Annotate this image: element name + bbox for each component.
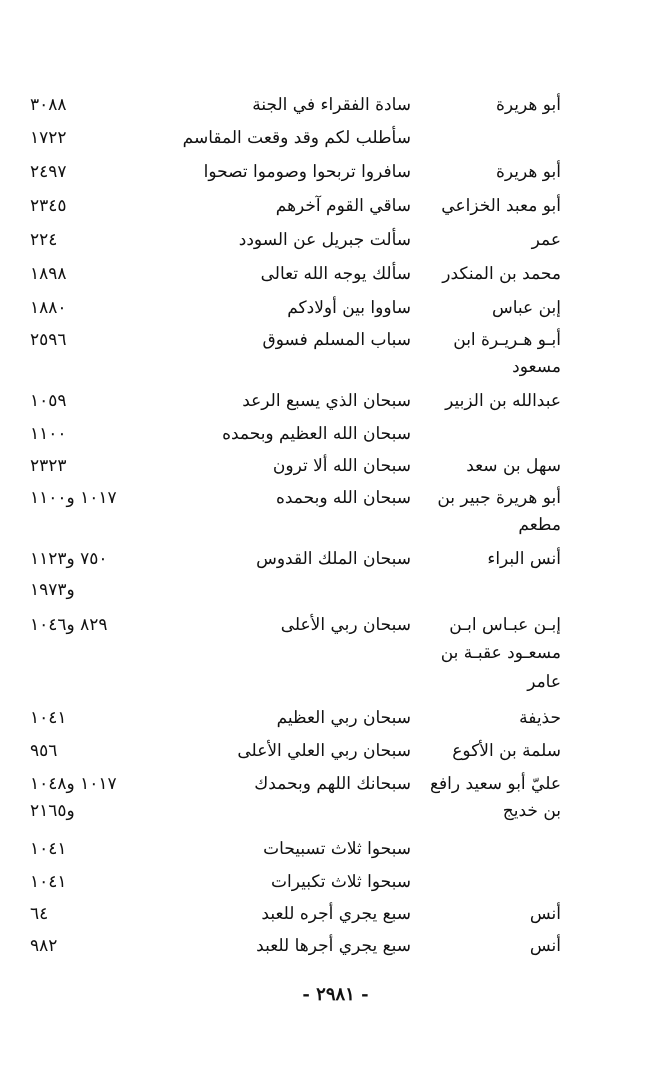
hadith-number: ١٠٥٩ [30,391,67,411]
hadith-number: ١١٠٠ [30,424,67,444]
index-row [0,225,671,255]
hadith-number: و١٩٧٣ [30,580,75,600]
hadith-number: و٢١٦٥ [30,801,75,821]
hadith-number: ١٠٤١ [30,872,67,892]
hadith-text: سبحان الله العظيم وبحمده [222,424,411,444]
narrator: عليّ أبو سعيد رافع [430,774,561,794]
index-row [0,259,671,289]
hadith-text: سادة الفقراء في الجنة [252,95,411,115]
hadith-number: ٨٢٩ و١٠٤٦ [30,615,108,635]
narrator: أبو هريرة [495,162,561,182]
hadith-text: سبع يجري أجرها للعبد [256,936,411,956]
index-row [0,191,671,221]
hadith-text: سبحان الله وبحمده [275,488,411,508]
hadith-number: ٩٨٢ [30,936,58,956]
index-row [0,510,671,540]
index-row [0,769,671,799]
hadith-number: ١٠١٧ و١٠٤٨ [30,774,117,794]
index-row [0,834,671,864]
narrator: عامر [527,672,561,692]
narrator: سهل بن سعد [466,456,561,476]
narrator: مسعـود عقبـة بن [440,643,561,663]
hadith-number: ٢٣٤٥ [30,196,67,216]
hadith-number: ٦٤ [30,904,49,924]
narrator: أبـو هـريـرة ابن [453,330,561,350]
index-row [0,90,671,120]
index-row [0,867,671,897]
narrator: مسعود [512,357,561,377]
index-row [0,293,671,323]
index-row [0,736,671,766]
hadith-text: سألك يوجه الله تعالى [260,264,411,284]
hadith-text: سبع يجري أجره للعبد [261,904,411,924]
index-row [0,931,671,961]
hadith-number: ١٠٤١ [30,839,67,859]
narrator: أنس [529,904,561,924]
index-row [0,419,671,449]
index-row [0,352,671,382]
hadith-number: ٢٢٤ [30,230,58,250]
hadith-text: سباب المسلم فسوق [262,330,411,350]
hadith-number: ١٨٩٨ [30,264,67,284]
narrator: أبو هريرة جبير بن [437,488,561,508]
hadith-number: ٣٠٨٨ [30,95,67,115]
hadith-text: سألت جبريل عن السودد [238,230,411,250]
index-row [0,451,671,481]
hadith-number: ٢٤٩٧ [30,162,67,182]
narrator: بن خديج [502,801,561,821]
hadith-text: سبحان الله ألا ترون [272,456,411,476]
hadith-number: ٩٥٦ [30,741,58,761]
hadith-text: سبحانك اللهم وبحمدك [254,774,411,794]
narrator: مطعم [518,515,561,535]
hadith-text: ساووا بين أولادكم [287,298,411,318]
index-row [0,483,671,513]
narrator: إبن عباس [491,298,561,318]
index-row [0,638,671,668]
index-row [0,667,671,697]
page-number: - ٢٩٨١ - [302,984,369,1005]
index-row [0,899,671,929]
narrator: حذيفة [519,708,561,728]
hadith-text: سبحان الذي يسبع الرعد [242,391,411,411]
hadith-number: ٢٥٩٦ [30,330,67,350]
narrator: سلمة بن الأكوع [452,741,561,761]
hadith-text: سبحان ربي الأعلى [280,615,411,635]
index-row [0,325,671,355]
hadith-number: ٧٥٠ و١١٢٣ [30,549,108,569]
index-row [0,703,671,733]
index-row [0,157,671,187]
narrator: إبـن عبـاس ابـن [449,615,561,635]
index-row [0,610,671,640]
hadith-number: ١٠١٧ و١١٠٠ [30,488,117,508]
hadith-text: سبحان ربي العظيم [276,708,411,728]
index-row [0,386,671,416]
narrator: عمر [531,230,561,250]
hadith-number: ١٧٢٢ [30,128,67,148]
narrator: أبو هريرة [495,95,561,115]
index-row [0,575,671,605]
narrator: أنس [529,936,561,956]
hadith-number: ١٠٤١ [30,708,67,728]
index-row [0,123,671,153]
hadith-text: سأطلب لكم وقد وقعت المقاسم [182,128,411,148]
narrator: عبدالله بن الزبير [445,391,561,411]
narrator: محمد بن المنكدر [442,264,561,284]
hadith-text: سبحان الملك القدوس [256,549,411,569]
hadith-text: سبحان ربي العلي الأعلى [237,741,411,761]
hadith-text: سافروا تربحوا وصوموا تصحوا [203,162,411,182]
hadith-number: ١٨٨٠ [30,298,67,318]
narrator: أبو معبد الخزاعي [441,196,561,216]
narrator: أنس البراء [487,549,561,569]
index-row [0,796,671,826]
hadith-text: ساقي القوم آخرهم [275,196,411,216]
hadith-text: سبحوا ثلاث تسبيحات [263,839,411,859]
hadith-number: ٢٣٢٣ [30,456,67,476]
hadith-text: سبحوا ثلاث تكبيرات [270,872,411,892]
index-row [0,544,671,574]
